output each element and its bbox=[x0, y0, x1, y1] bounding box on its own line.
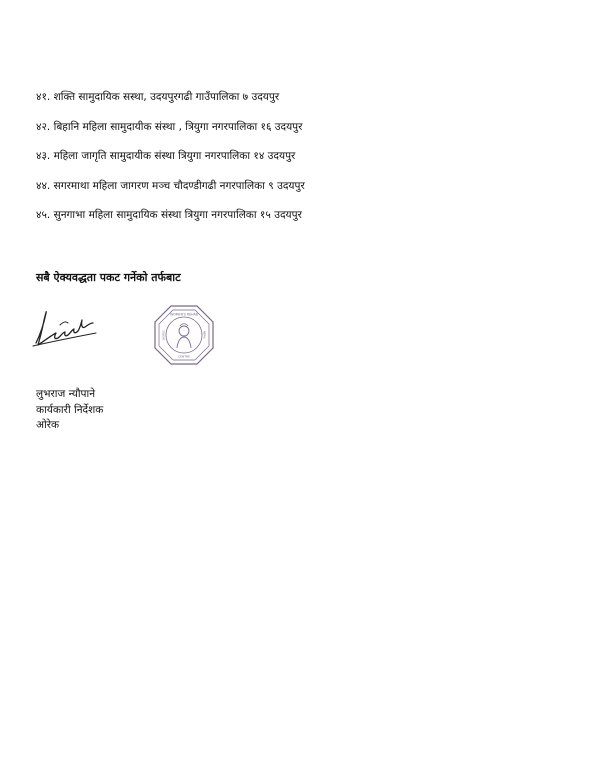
list-item: ४३. महिला जागृति सामुदायीक संस्था त्रियुगा नगरपालिका १४ उदयपुर bbox=[36, 150, 296, 163]
solidarity-heading: सबै ऐक्यवद्धता पकट गर्नेको तर्फबाट bbox=[36, 271, 181, 284]
organization-list bbox=[36, 90, 576, 238]
svg-text:WOREC: WOREC bbox=[162, 330, 166, 340]
svg-text:NEPAL: NEPAL bbox=[202, 330, 206, 340]
svg-text:CENTRE: CENTRE bbox=[177, 354, 191, 359]
list-item: ४४. सगरमाथा महिला जागरण मञ्च चौदण्डीगढी नगरपालिका ९ उदयपुर bbox=[36, 179, 305, 192]
signer-title: कार्यकारी निर्देशक bbox=[36, 403, 104, 416]
signature-image bbox=[30, 305, 100, 350]
svg-text:WOMEN'S REHAB: WOMEN'S REHAB bbox=[170, 312, 198, 317]
list-item: ४५. सुनगाभा महिला सामुदायिक संस्था त्रियुगा नगरपालिका १५ उदयपुर bbox=[36, 209, 302, 222]
list-item: ४२. बिहानि महिला सामुदायीक संस्था , त्रियुगा नगरपालिका १६ उदयपुर bbox=[36, 120, 303, 133]
organization-seal bbox=[153, 304, 215, 366]
signer-name: लुभराज न्यौपाने bbox=[36, 388, 96, 400]
signer-organization: ओरेक bbox=[36, 419, 60, 431]
signer-block bbox=[36, 387, 103, 434]
list-item: ४१. शक्ति सामुदायिक सस्था, उदयपुरगढी गाउँपालिका ७ उदयपुर bbox=[36, 91, 280, 103]
